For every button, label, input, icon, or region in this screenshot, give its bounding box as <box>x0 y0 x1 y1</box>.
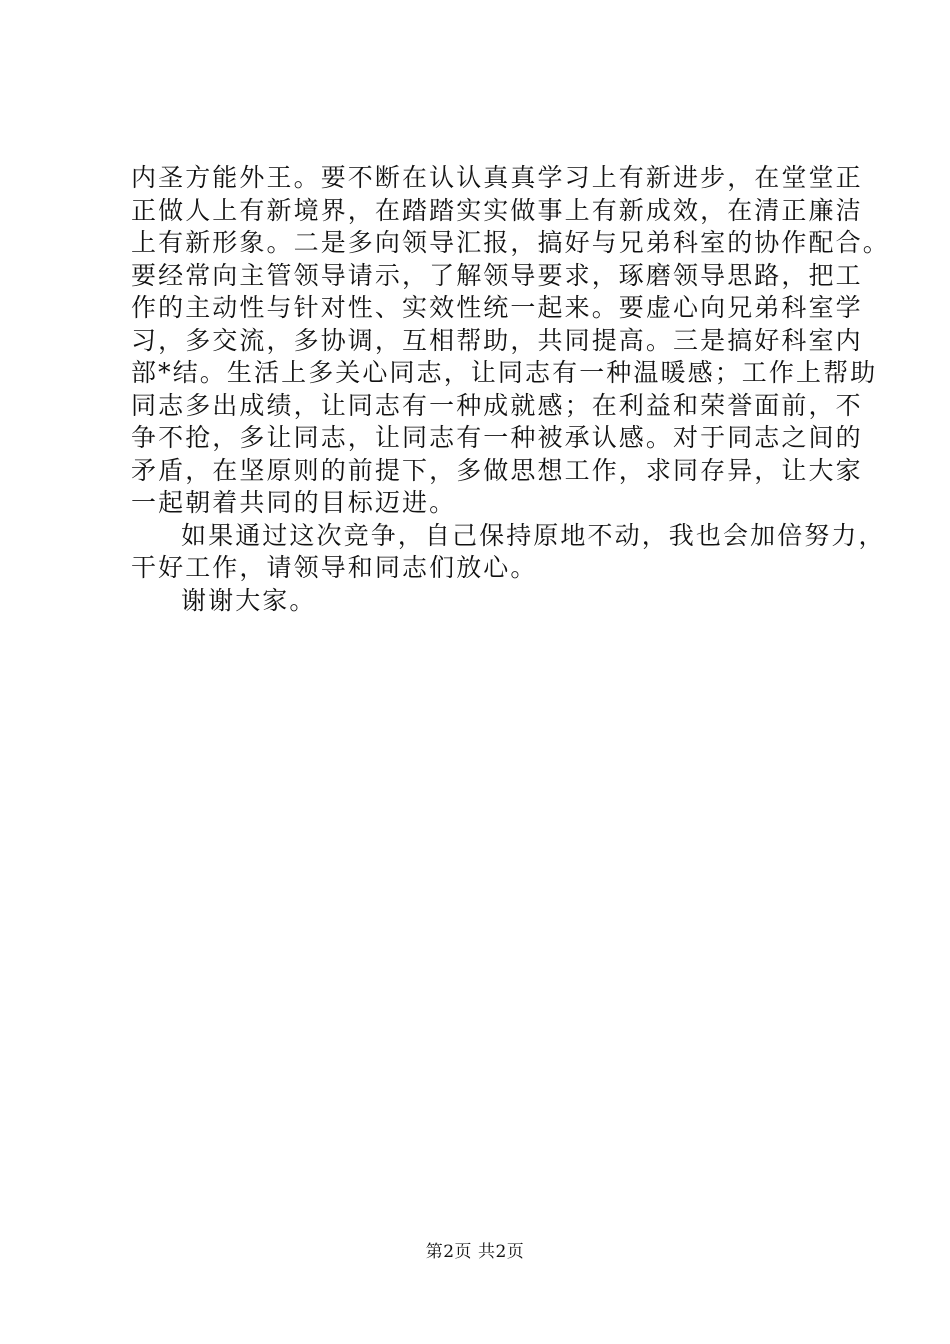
closing-line: 谢谢大家。 <box>181 585 317 615</box>
text-line: 部*结。生活上多关心同志，让同志有一种温暖感；工作上帮助 <box>131 358 878 387</box>
text-line: 上有新形象。二是多向领导汇报，搞好与兄弟科室的协作配合。 <box>131 228 890 257</box>
page-number-footer: 第2页 共2页 <box>425 1242 525 1262</box>
text-line: 习，多交流，多协调，互相帮助，共同提高。三是搞好科室内 <box>131 325 863 355</box>
paragraph-1 <box>131 162 890 520</box>
text-line: 矛盾，在坚原则的前提下，多做思想工作，求同存异，让大家 <box>131 455 863 485</box>
text-line: 作的主动性与针对性、实效性统一起来。要虚心向兄弟科室学 <box>131 293 863 322</box>
paragraph-3 <box>131 585 831 618</box>
text-line: 一起朝着共同的目标迈进。 <box>131 488 457 517</box>
text-line: 争不抢，多让同志，让同志有一种被承认感。对于同志之间的 <box>131 423 863 452</box>
text-line: 干好工作，请领导和同志们放心。 <box>131 553 538 582</box>
text-line: 如果通过这次竞争，自己保持原地不动，我也会加倍努力， <box>181 520 886 550</box>
text-line: 内圣方能外王。要不断在认认真真学习上有新进步，在堂堂正 <box>131 163 863 192</box>
text-line: 正做人上有新境界，在踏踏实实做事上有新成效，在清正廉洁 <box>131 195 863 225</box>
text-line: 同志多出成绩，让同志有一种成就感；在利益和荣誉面前，不 <box>131 390 863 420</box>
body-text <box>131 162 890 617</box>
text-line: 要经常向主管领导请示，了解领导要求，琢磨领导思路，把工 <box>131 260 863 290</box>
paragraph-2 <box>131 520 886 585</box>
